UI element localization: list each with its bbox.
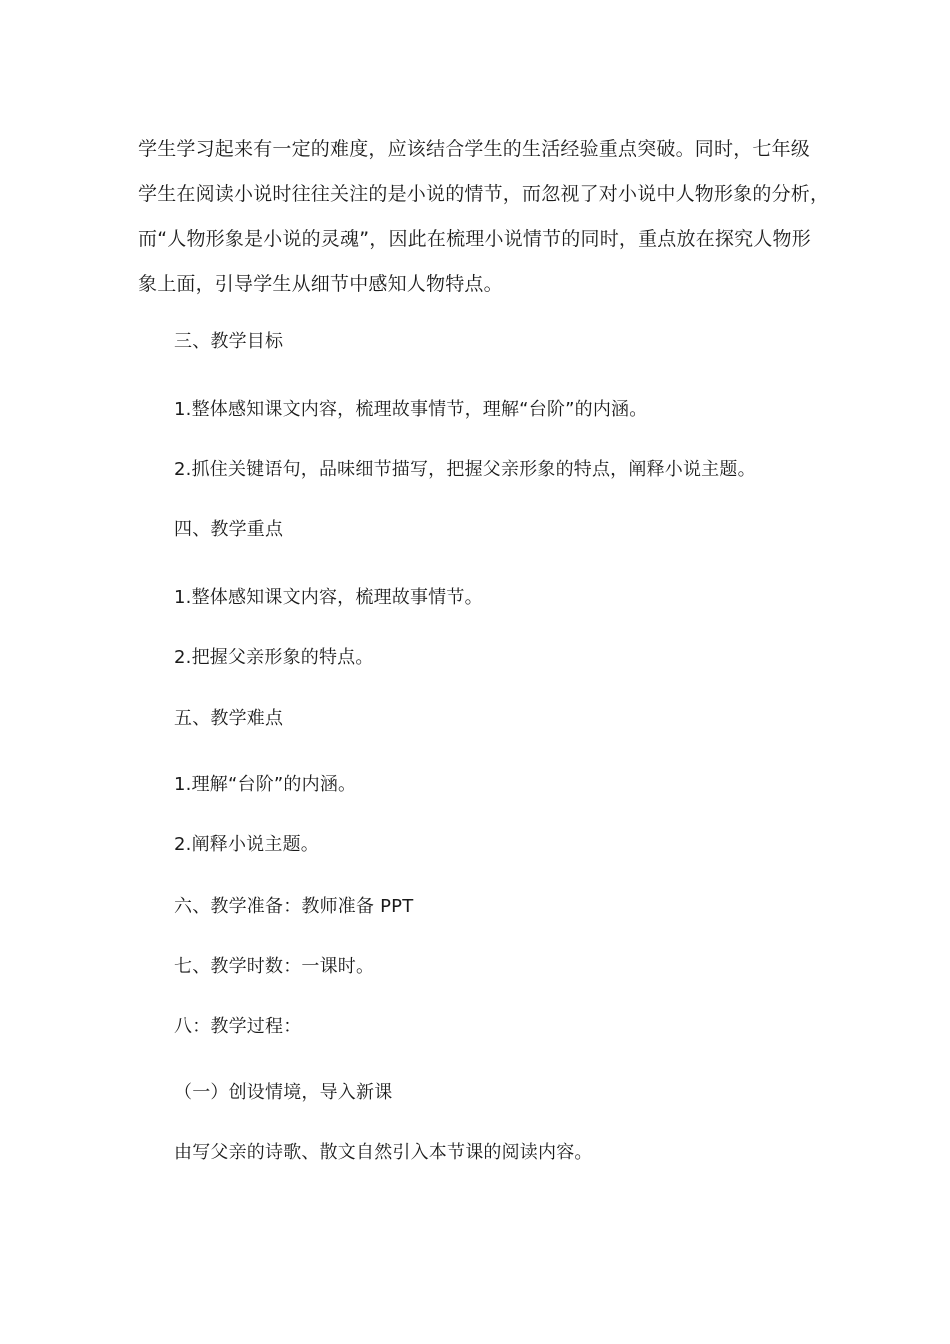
difficulty-item-1: 1.理解“台阶”的内涵。 xyxy=(174,774,357,795)
goal-item-2: 2.抓住关键语句，品味细节描写，把握父亲形象的特点，阐释小说主题。 xyxy=(174,459,756,480)
process-step-1-text: 由写父亲的诗歌、散文自然引入本节课的阅读内容。 xyxy=(174,1142,593,1163)
section-teaching-hours: 七、教学时数：一课时。 xyxy=(174,956,375,977)
section-preparation: 六、教学准备：教师准备 PPT xyxy=(174,896,414,917)
section-heading-process: 八：教学过程： xyxy=(174,1016,302,1037)
goal-item-1: 1.整体感知课文内容，梳理故事情节，理解“台阶”的内涵。 xyxy=(174,399,648,420)
intro-line-3: 而“人物形象是小说的灵魂”，因此在梳理小说情节的同时，重点放在探究人物形 xyxy=(138,228,811,250)
section-heading-goals: 三、教学目标 xyxy=(174,331,284,352)
intro-line-2: 学生在阅读小说时往往关注的是小说的情节，而忽视了对小说中人物形象的分析， xyxy=(138,183,830,205)
section-heading-difficulties: 五、教学难点 xyxy=(174,708,284,729)
key-point-item-2: 2.把握父亲形象的特点。 xyxy=(174,647,374,668)
key-point-item-1: 1.整体感知课文内容，梳理故事情节。 xyxy=(174,587,483,608)
difficulty-item-2: 2.阐释小说主题。 xyxy=(174,834,319,855)
intro-line-1: 学生学习起来有一定的难度，应该结合学生的生活经验重点突破。同时，七年级 xyxy=(138,138,811,160)
process-step-1-heading: （一）创设情境，导入新课 xyxy=(174,1082,393,1103)
section-heading-key-points: 四、教学重点 xyxy=(174,519,284,540)
intro-line-4: 象上面，引导学生从细节中感知人物特点。 xyxy=(138,273,503,295)
